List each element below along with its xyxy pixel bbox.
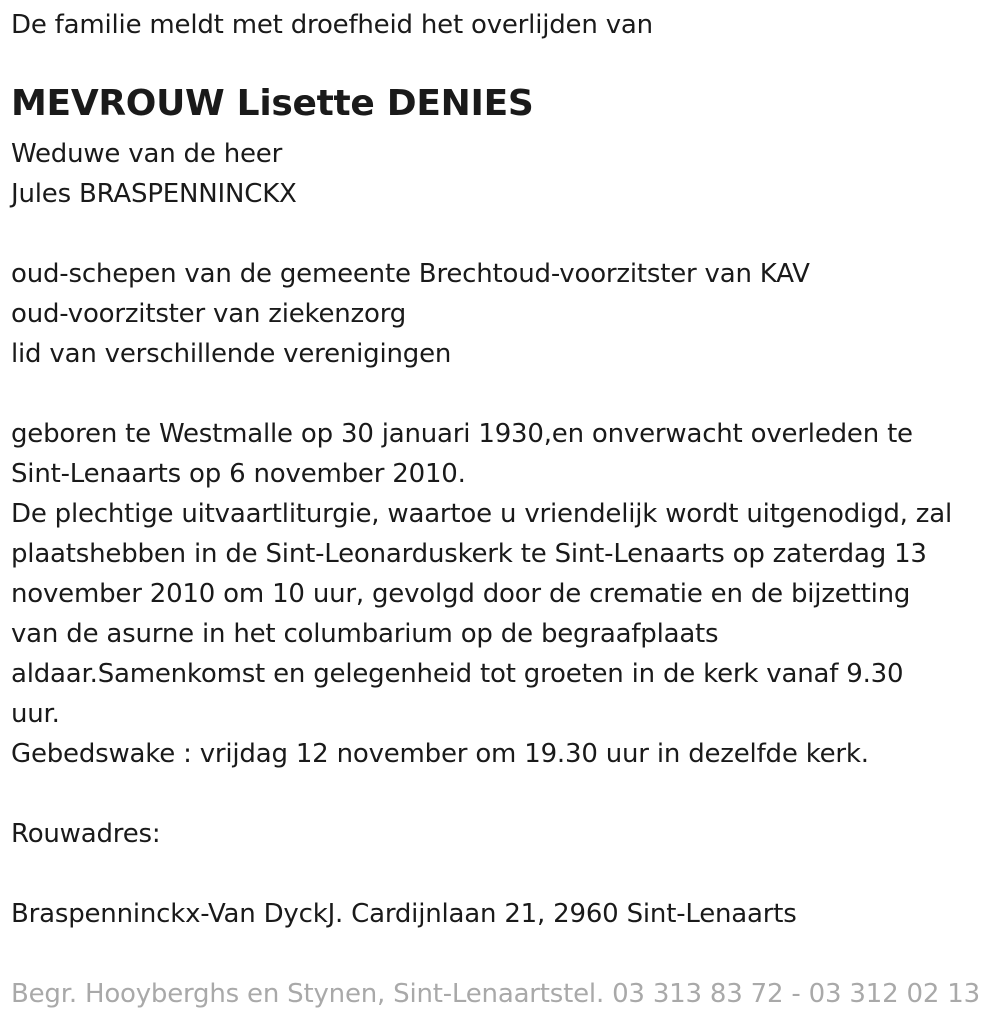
vigil-line: Gebedswake : vrijdag 12 november om 19.30 uur in dezelfde kerk. (11, 739, 869, 769)
mourning-address: Braspenninckx-Van DyckJ. Cardijnlaan 21, 2960 Sint-Lenaarts (11, 899, 797, 929)
address-label: Rouwadres: (11, 819, 161, 849)
body-line: Sint-Lenaarts op 6 november 2010. (11, 459, 466, 489)
body-line: geboren te Westmalle op 30 januari 1930,en onverwacht overleden te (11, 419, 913, 449)
widow-line: Weduwe van de heer (11, 139, 283, 169)
body-line: De plechtige uitvaartliturgie, waartoe u vriendelijk wordt uitgenodigd, zal (11, 499, 953, 529)
body-line: aldaar.Samenkomst en gelegenheid tot groeten in de kerk vanaf 9.30 (11, 659, 904, 689)
body-line: november 2010 om 10 uur, gevolgd door de crematie en de bijzetting (11, 579, 911, 609)
role-line: lid van verschillende verenigingen (11, 339, 452, 369)
body-line: plaatshebben in de Sint-Leonarduskerk te Sint-Lenaarts op zaterdag 13 (11, 539, 927, 569)
roles-list (11, 254, 810, 374)
body-line: van de asurne in het columbarium op de begraafplaats (11, 619, 719, 649)
funeral-home-footer: Begr. Hooyberghs en Stynen, Sint-Lenaartstel. 03 313 83 72 - 03 312 02 13 (11, 979, 980, 1009)
intro-text: De familie meldt met droefheid het overlijden van (11, 10, 653, 40)
deceased-name: MEVROUW Lisette DENIES (11, 83, 534, 124)
body-line: uur. (11, 699, 60, 729)
notice-body (11, 414, 952, 774)
spouse-name: Jules BRASPENNINCKX (11, 179, 297, 209)
role-line: oud-schepen van de gemeente Brechtoud-voorzitster van KAV (11, 259, 810, 289)
role-line: oud-voorzitster van ziekenzorg (11, 299, 407, 329)
widow-info (11, 134, 297, 214)
